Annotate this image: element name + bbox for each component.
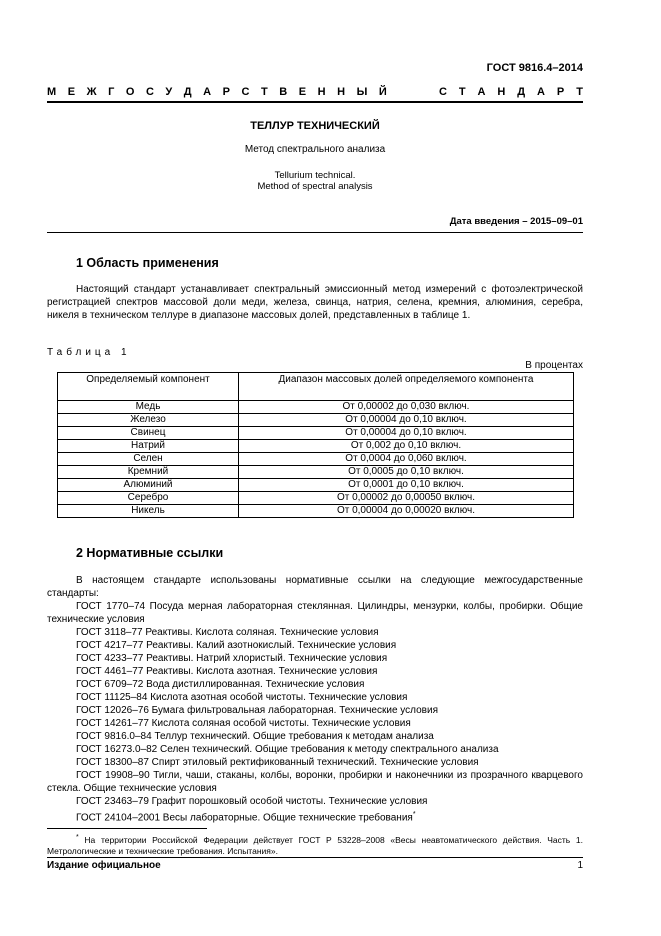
- footnote-reference-mark: *: [412, 811, 416, 818]
- footnote-text: На территории Российской Федерации действует ГОСТ Р 53228–2008 «Весы неавтоматического действия. Часть 1. Метрологические и технические требования. Испытания».: [47, 834, 583, 856]
- section-2-heading: 2 Нормативные ссылки: [76, 546, 224, 560]
- reference-text: ГОСТ 12026–76 Бумага фильтровальная лабораторная. Технические условия: [76, 705, 438, 716]
- table-cell-range: От 0,0001 до 0,10 включ.: [239, 479, 574, 492]
- table-row: [58, 479, 574, 492]
- section-1-heading: 1 Область применения: [76, 256, 219, 270]
- document-code: ГОСТ 9816.4–2014: [486, 62, 583, 74]
- table-row: [58, 401, 574, 414]
- table-cell-component: Серебро: [58, 492, 239, 505]
- table-cell-range: От 0,00004 до 0,10 включ.: [239, 414, 574, 427]
- banner-word-standard: С Т А Н Д А Р Т: [439, 86, 583, 98]
- table-row: [58, 505, 574, 518]
- reference-text: ГОСТ 1770–74 Посуда мерная лабораторная стеклянная. Цилиндры, мензурки, колбы, пробирки. Общие технические условия: [47, 601, 583, 625]
- standard-banner: [47, 86, 583, 98]
- table-cell-component: Селен: [58, 453, 239, 466]
- date-rule: [47, 232, 583, 233]
- footer-rule: [47, 857, 583, 858]
- table-cell-component: Кремний: [58, 466, 239, 479]
- reference-text: ГОСТ 9816.0–84 Теллур технический. Общие требования к методам анализа: [76, 731, 434, 742]
- table-cell-range: От 0,0004 до 0,060 включ.: [239, 453, 574, 466]
- reference-item: [47, 743, 583, 756]
- table-1: [57, 372, 574, 518]
- english-subtitle: Method of spectral analysis: [257, 181, 373, 192]
- reference-text: В настоящем стандарте использованы нормативные ссылки на следующие межгосударственные стандарты:: [47, 575, 583, 599]
- reference-text: ГОСТ 4233–77 Реактивы. Натрий хлористый. Технические условия: [76, 653, 388, 664]
- reference-item: [47, 730, 583, 743]
- table-cell-component: Свинец: [58, 427, 239, 440]
- references-intro: [47, 574, 583, 600]
- footnote-mark: *: [76, 834, 79, 841]
- reference-text: ГОСТ 4461–77 Реактивы. Кислота азотная. Технические условия: [76, 666, 378, 677]
- reference-text: ГОСТ 24104–2001 Весы лабораторные. Общие технические требования: [76, 812, 413, 824]
- banner-word-interstate: М Е Ж Г О С У Д А Р С Т В Е Н Н Ы Й: [47, 86, 387, 98]
- footnote: [47, 832, 583, 857]
- table-caption: Таблица 1: [47, 347, 131, 358]
- table-cell-component: Алюминий: [58, 479, 239, 492]
- table-cell-component: Натрий: [58, 440, 239, 453]
- footnote-rule: [47, 828, 207, 829]
- table-row: [58, 427, 574, 440]
- section-1-text: Настоящий стандарт устанавливает спектральный эмиссионный метод измерений с фотоэлектрической регистрацией спектров массовой доли меди, железа, свинца, натрия, селена, кремния, алюминия, серебра, никеля в техническом теллуре в диапазоне массовых долей, представленных в таблице 1.: [47, 284, 583, 321]
- reference-text: ГОСТ 4217–77 Реактивы. Калий азотнокислый. Технические условия: [76, 640, 397, 651]
- page-number: 1: [577, 860, 583, 871]
- normative-references-list: [47, 574, 583, 824]
- reference-text: ГОСТ 18300–87 Спирт этиловый ректификованный технический. Технические условия: [76, 757, 479, 768]
- reference-item: [47, 639, 583, 652]
- table-row: [58, 466, 574, 479]
- reference-item: [47, 717, 583, 730]
- table-header-range: Диапазон массовых долей определяемого компонента: [239, 373, 574, 401]
- table-cell-range: От 0,0005 до 0,10 включ.: [239, 466, 574, 479]
- table-cell-range: От 0,00004 до 0,10 включ.: [239, 427, 574, 440]
- table-row: [58, 453, 574, 466]
- reference-item: [47, 600, 583, 626]
- table-cell-range: От 0,00002 до 0,00050 включ.: [239, 492, 574, 505]
- reference-text: ГОСТ 23463–79 Графит порошковый особой чистоты. Технические условия: [76, 796, 428, 807]
- table-row: [58, 492, 574, 505]
- reference-item: [47, 691, 583, 704]
- reference-item: [47, 704, 583, 717]
- reference-item: [47, 665, 583, 678]
- reference-item: [47, 678, 583, 691]
- reference-text: ГОСТ 14261–77 Кислота соляная особой чистоты. Технические условия: [76, 718, 411, 729]
- reference-text: ГОСТ 19908–90 Тигли, чаши, стаканы, колбы, воронки, пробирки и наконечники из прозрачного кварцевого стекла. Общие технические условия: [47, 770, 583, 794]
- reference-item: [47, 769, 583, 795]
- table-header-component: Определяемый компонент: [58, 373, 239, 401]
- banner-rule: [47, 101, 583, 103]
- reference-item: [47, 808, 583, 824]
- table-cell-component: Медь: [58, 401, 239, 414]
- table-cell-range: От 0,00004 до 0,00020 включ.: [239, 505, 574, 518]
- official-edition-label: Издание официальное: [47, 860, 161, 871]
- table-cell-component: Железо: [58, 414, 239, 427]
- reference-text: ГОСТ 11125–84 Кислота азотная особой чистоты. Технические условия: [76, 692, 408, 703]
- table-row: [58, 440, 574, 453]
- table-cell-range: От 0,002 до 0,10 включ.: [239, 440, 574, 453]
- reference-text: ГОСТ 16273.0–82 Селен технический. Общие требования к методу спектрального анализа: [76, 744, 499, 755]
- reference-text: ГОСТ 6709–72 Вода дистиллированная. Технические условия: [76, 679, 365, 690]
- reference-item: [47, 652, 583, 665]
- table-row: [58, 414, 574, 427]
- reference-item: [47, 626, 583, 639]
- document-title: ТЕЛЛУР ТЕХНИЧЕСКИЙ: [250, 120, 380, 132]
- document-subtitle: Метод спектрального анализа: [244, 144, 386, 155]
- introduction-date: Дата введения – 2015–09–01: [449, 216, 583, 227]
- table-cell-range: От 0,00002 до 0,030 включ.: [239, 401, 574, 414]
- english-title: Tellurium technical.: [274, 170, 356, 181]
- reference-item: [47, 756, 583, 769]
- reference-text: ГОСТ 3118–77 Реактивы. Кислота соляная. Технические условия: [76, 627, 379, 638]
- reference-item: [47, 795, 583, 808]
- table-unit: В процентах: [525, 360, 583, 371]
- table-cell-component: Никель: [58, 505, 239, 518]
